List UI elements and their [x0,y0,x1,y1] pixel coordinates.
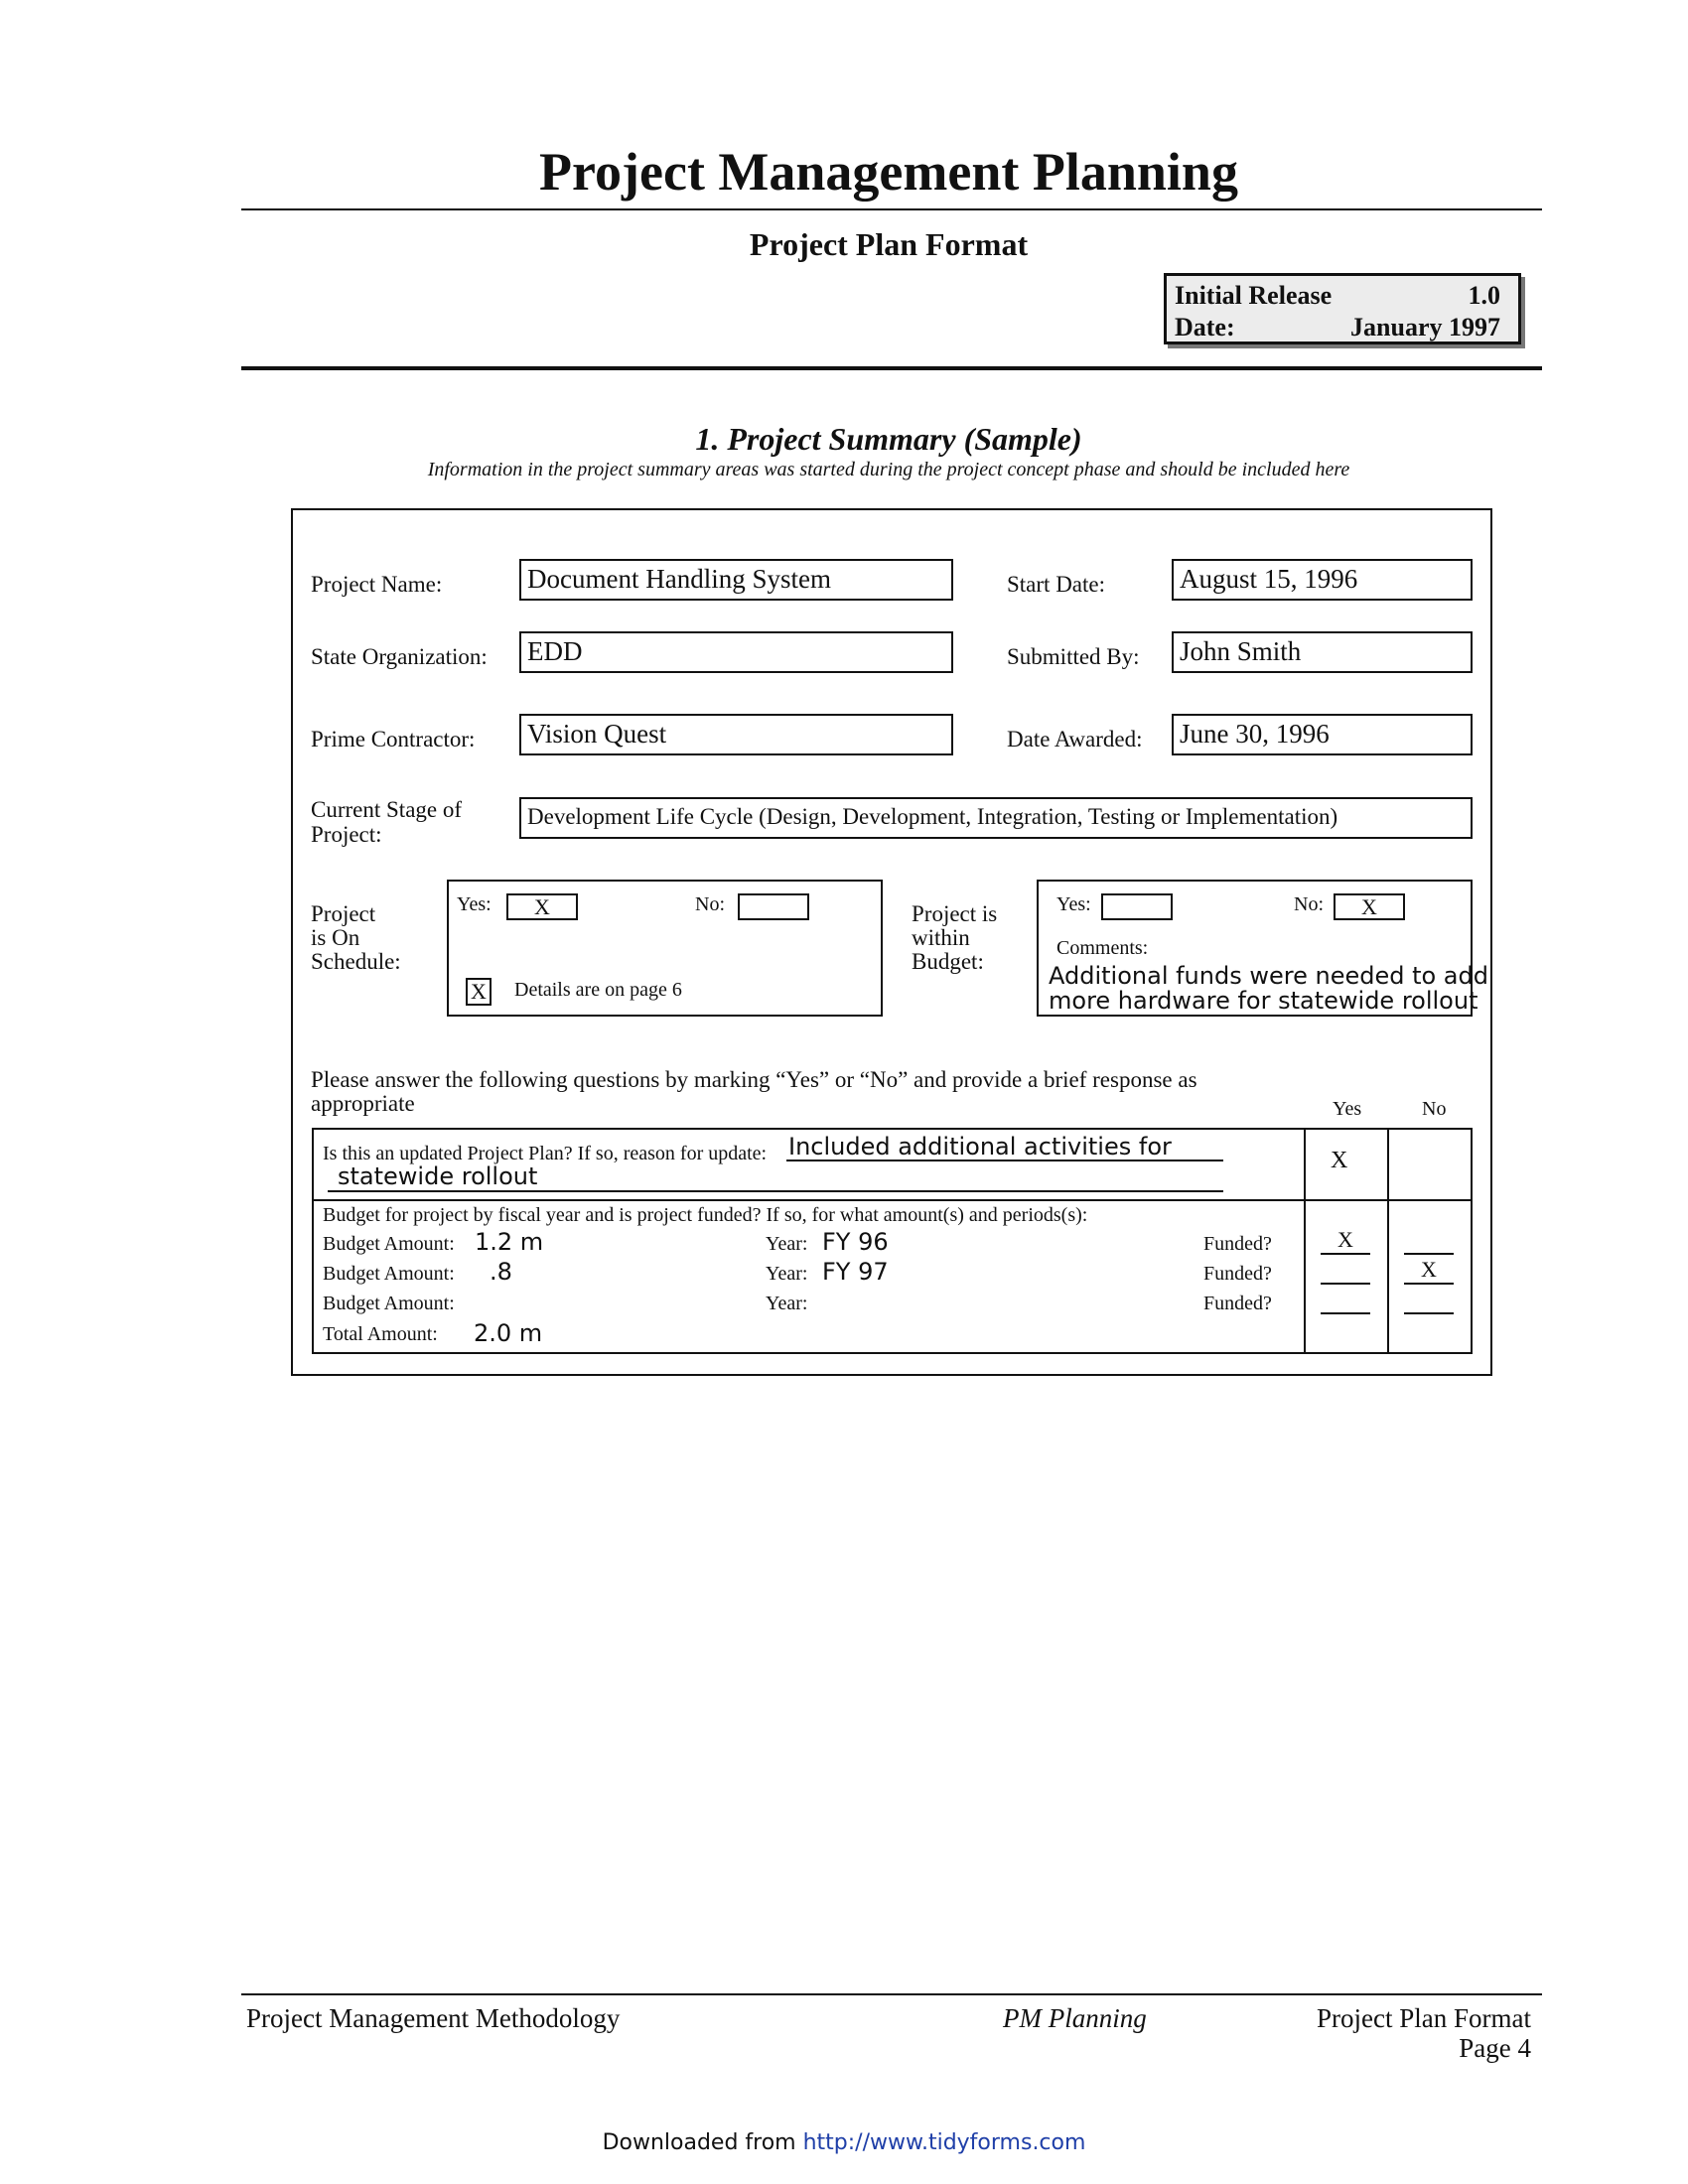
budget-status-label-line1: Project is [912,901,998,926]
funded-yes-line [1321,1283,1370,1285]
stage-field[interactable]: Development Life Cycle (Design, Development, Integration, Testing or Implementation) [519,797,1473,839]
section-title: 1. Project Summary (Sample) [695,421,1082,457]
schedule-no-checkbox[interactable] [738,893,809,920]
state-org-label: State Organization: [311,644,488,669]
release-info-box [1164,273,1521,344]
document-title: Project Management Planning [539,142,1238,202]
schedule-label-line3: Schedule: [311,949,401,974]
details-text: Details are on page 6 [514,979,682,1001]
release-label: Initial Release [1175,281,1333,310]
no-column-divider [1387,1128,1389,1354]
q2-prompt: Budget for project by fiscal year and is project funded? If so, for what amount(s) and periods(s): [323,1204,1088,1226]
date-awarded-field[interactable]: June 30, 1996 [1172,714,1473,755]
no-column-header: No [1422,1098,1447,1120]
budget-no-checkbox[interactable]: X [1334,893,1405,920]
budget-yes-checkbox[interactable] [1101,893,1173,920]
comments-line1: Additional funds were needed to add [1049,962,1488,990]
date-value: January 1997 [1350,313,1500,341]
funded-label: Funded? [1203,1293,1272,1314]
schedule-label-line2: is On [311,925,360,950]
comments-label: Comments: [1056,937,1149,959]
date-awarded-label: Date Awarded: [1007,727,1143,751]
stage-label-line2: Project: [311,822,382,847]
budget-status-label-line2: within [912,925,970,950]
year-label: Year: [766,1293,808,1314]
funded-label: Funded? [1203,1263,1272,1285]
funded-yes-line [1321,1312,1370,1314]
comments-line2: more hardware for statewide rollout [1049,987,1478,1015]
project-name-field[interactable]: Document Handling System [519,559,953,601]
schedule-yes-label: Yes: [457,893,492,915]
document-subtitle: Project Plan Format [749,226,1029,262]
submitted-by-field[interactable]: John Smith [1172,631,1473,673]
footer-right-line1: Project Plan Format [1317,2003,1531,2033]
budget-yes-label: Yes: [1056,893,1091,915]
total-amount-value: 2.0 m [474,1319,543,1347]
date-label: Date: [1175,313,1235,341]
yes-column-divider [1304,1128,1306,1354]
budget-status-label-line3: Budget: [912,949,984,974]
instructions-line2: appropriate [311,1091,415,1116]
submitted-by-label: Submitted By: [1007,644,1140,669]
stage-label-line1: Current Stage of [311,797,463,822]
header-thick-rule [241,366,1542,370]
yes-column-header: Yes [1333,1098,1362,1120]
schedule-yes-checkbox[interactable]: X [506,893,578,920]
start-date-field[interactable]: August 15, 1996 [1172,559,1473,601]
state-org-field[interactable]: EDD [519,631,953,673]
funded-no-mark[interactable]: X [1421,1257,1437,1282]
budget-amount-label: Budget Amount: [323,1263,455,1285]
footer-rule [241,1993,1542,1995]
prime-contractor-field[interactable]: Vision Quest [519,714,953,755]
schedule-no-label: No: [695,893,725,915]
q1-answer-underline1 [786,1160,1223,1161]
year-value: FY 96 [822,1228,889,1256]
footer-center: PM Planning [1003,2003,1147,2033]
release-value: 1.0 [1468,281,1500,310]
download-prefix: Downloaded from [602,2130,803,2155]
budget-amount-label: Budget Amount: [323,1293,455,1314]
footer-page-number: Page 4 [1459,2033,1531,2063]
q1-prompt: Is this an updated Project Plan? If so, reason for update: [323,1143,768,1164]
funded-no-line [1404,1253,1454,1255]
funded-no-line [1404,1312,1454,1314]
download-link[interactable]: http://www.tidyforms.com [802,2130,1086,2155]
year-value: FY 97 [822,1258,889,1286]
footer-left: Project Management Methodology [246,2003,621,2033]
funded-no-line [1404,1283,1454,1285]
schedule-label-line1: Project [311,901,376,926]
q1-answer-underline2 [328,1190,1223,1192]
row-divider [312,1199,1473,1201]
start-date-label: Start Date: [1007,572,1105,597]
funded-yes-mark[interactable]: X [1337,1227,1353,1252]
budget-amount-label: Budget Amount: [323,1233,455,1255]
download-note [0,2130,1688,2155]
total-amount-label: Total Amount: [323,1323,438,1345]
budget-amount-value: .8 [490,1258,512,1286]
funded-yes-line [1321,1253,1370,1255]
header-rule [241,208,1542,210]
section-note: Information in the project summary areas was started during the project concept phase and should be included here [427,459,1350,480]
budget-amount-value: 1.2 m [475,1228,544,1256]
q1-answer-line2: statewide rollout [338,1162,538,1190]
year-label: Year: [766,1263,808,1285]
q1-yes-mark[interactable]: X [1331,1148,1348,1173]
funded-label: Funded? [1203,1233,1272,1255]
year-label: Year: [766,1233,808,1255]
instructions-line1: Please answer the following questions by marking “Yes” or “No” and provide a brief response as [311,1067,1197,1092]
budget-no-label: No: [1294,893,1324,915]
project-name-label: Project Name: [311,572,443,597]
q1-answer-line1: Included additional activities for [788,1133,1172,1160]
details-checkbox[interactable]: X [466,978,492,1006]
prime-contractor-label: Prime Contractor: [311,727,476,751]
